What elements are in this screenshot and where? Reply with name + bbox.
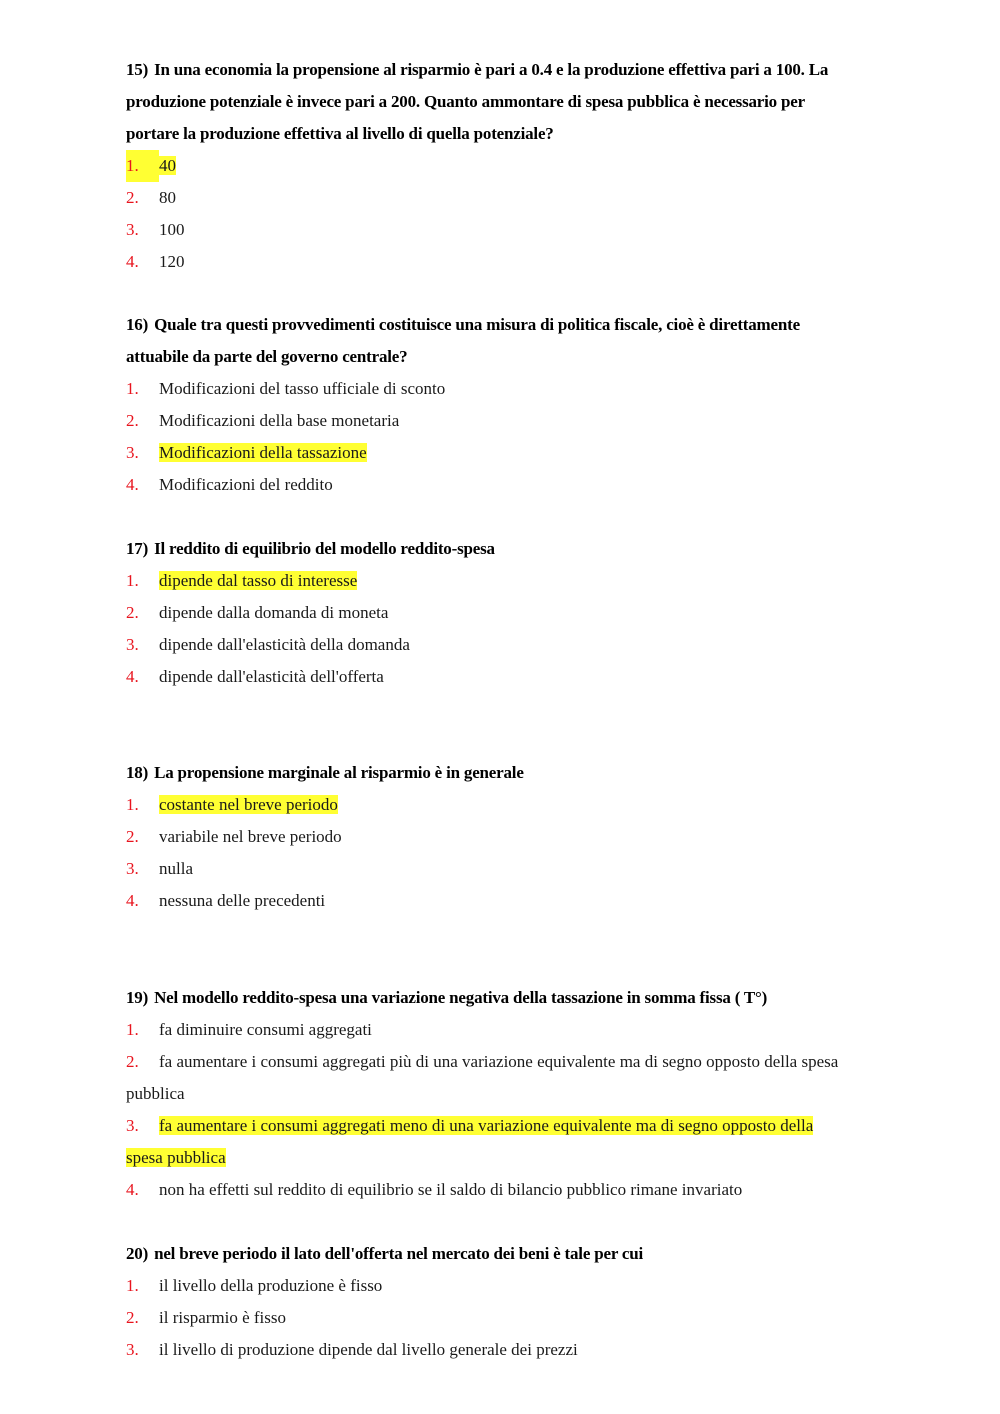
answer-option-3 — [126, 437, 846, 469]
answer-option-2 — [126, 405, 846, 437]
option-text: il risparmio è fisso — [159, 1308, 287, 1327]
answer-option-4 — [126, 246, 846, 278]
option-text: il livello della produzione è fisso — [159, 1276, 383, 1295]
answer-option-1 — [126, 1014, 846, 1046]
option-text: 120 — [159, 252, 185, 271]
option-text: fa aumentare i consumi aggregati più di una variazione equivalente ma di segno opposto della spesa pubblica — [126, 1052, 839, 1103]
answer-option-3 — [126, 214, 846, 246]
question-number: 17) — [126, 539, 149, 558]
answer-option-1 — [126, 565, 846, 597]
option-number: 2. — [126, 603, 139, 622]
question-20 — [126, 1238, 846, 1366]
option-number: 4. — [126, 891, 139, 910]
option-text: nessuna delle precedenti — [159, 891, 326, 910]
answer-option-4 — [126, 1174, 846, 1206]
option-text: Modificazioni del reddito — [159, 475, 333, 494]
option-text: dipende dall'elasticità dell'offerta — [159, 667, 384, 686]
option-number: 1. — [126, 150, 159, 182]
question-text: 19) Nel modello reddito-spesa una variazione negativa della tassazione in somma fissa ( T°) — [126, 988, 768, 1007]
answer-option-2 — [126, 597, 846, 629]
option-number: 4. — [126, 1180, 139, 1199]
option-text: 80 — [159, 188, 176, 207]
answer-option-4 — [126, 885, 846, 917]
question-text: 15) In una economia la propensione al risparmio è pari a 0.4 e la produzione effettiva pari a 100. La produzione potenziale è invece pari a 200. Quanto ammontare di spesa pubblica è necessario per portare la produzione effettiva al livello di quella potenziale? — [126, 60, 829, 143]
question-number: 18) — [126, 763, 149, 782]
option-text: 40 — [159, 156, 176, 175]
question-19 — [126, 982, 846, 1206]
question-17 — [126, 533, 846, 693]
answer-option-1 — [126, 373, 846, 405]
option-number: 3. — [126, 859, 139, 878]
option-number: 3. — [126, 220, 139, 239]
option-text: dipende dall'elasticità della domanda — [159, 635, 410, 654]
option-text: dipende dal tasso di interesse — [159, 571, 358, 590]
option-number: 1. — [126, 795, 139, 814]
answer-option-2 — [126, 1046, 846, 1110]
answer-option-3 — [126, 629, 846, 661]
option-text: non ha effetti sul reddito di equilibrio se il saldo di bilancio pubblico rimane invariato — [159, 1180, 743, 1199]
question-text: 17) Il reddito di equilibrio del modello reddito-spesa — [126, 539, 495, 558]
option-number: 1. — [126, 1020, 139, 1039]
question-text: 18) La propensione marginale al risparmio è in generale — [126, 763, 524, 782]
answer-option-3 — [126, 1334, 846, 1366]
option-text: fa aumentare i consumi aggregati meno di una variazione equivalente ma di segno opposto della spesa pubblica — [126, 1116, 814, 1167]
option-text: Modificazioni del tasso ufficiale di sconto — [159, 379, 446, 398]
option-number: 4. — [126, 252, 139, 271]
answer-option-2 — [126, 1302, 846, 1334]
question-16 — [126, 309, 846, 501]
option-text: costante nel breve periodo — [159, 795, 338, 814]
question-number: 19) — [126, 988, 149, 1007]
option-number: 3. — [126, 1340, 139, 1359]
option-number: 2. — [126, 827, 139, 846]
option-text: 100 — [159, 220, 185, 239]
option-number: 2. — [126, 1052, 139, 1071]
answer-option-4 — [126, 661, 846, 693]
answer-option-2 — [126, 821, 846, 853]
answer-option-1 — [126, 150, 846, 182]
option-number: 3. — [126, 1116, 139, 1135]
option-text: dipende dalla domanda di moneta — [159, 603, 389, 622]
option-number: 3. — [126, 443, 139, 462]
option-number: 1. — [126, 571, 139, 590]
option-number: 1. — [126, 1276, 139, 1295]
option-number: 4. — [126, 475, 139, 494]
answer-option-4 — [126, 469, 846, 501]
option-number: 1. — [126, 379, 139, 398]
answer-option-3 — [126, 1110, 846, 1174]
option-text: nulla — [159, 859, 193, 878]
option-number: 2. — [126, 1308, 139, 1327]
option-number: 2. — [126, 411, 139, 430]
answer-option-1 — [126, 789, 846, 821]
option-number: 2. — [126, 188, 139, 207]
question-18 — [126, 757, 846, 917]
question-text: 20) nel breve periodo il lato dell'offerta nel mercato dei beni è tale per cui — [126, 1244, 644, 1263]
answer-option-1 — [126, 1270, 846, 1302]
answer-option-3 — [126, 853, 846, 885]
option-number: 3. — [126, 635, 139, 654]
option-text: il livello di produzione dipende dal livello generale dei prezzi — [159, 1340, 578, 1359]
option-text: Modificazioni della tassazione — [159, 443, 367, 462]
question-number: 20) — [126, 1244, 149, 1263]
question-number: 16) — [126, 315, 149, 334]
question-text: 16) Quale tra questi provvedimenti costituisce una misura di politica fiscale, cioè è direttamente attuabile da parte del governo centrale? — [126, 315, 800, 366]
option-text: fa diminuire consumi aggregati — [159, 1020, 372, 1039]
answer-option-2 — [126, 182, 846, 214]
option-number: 4. — [126, 667, 139, 686]
question-number: 15) — [126, 60, 149, 79]
option-text: variabile nel breve periodo — [159, 827, 342, 846]
question-15 — [126, 54, 846, 278]
option-text: Modificazioni della base monetaria — [159, 411, 400, 430]
